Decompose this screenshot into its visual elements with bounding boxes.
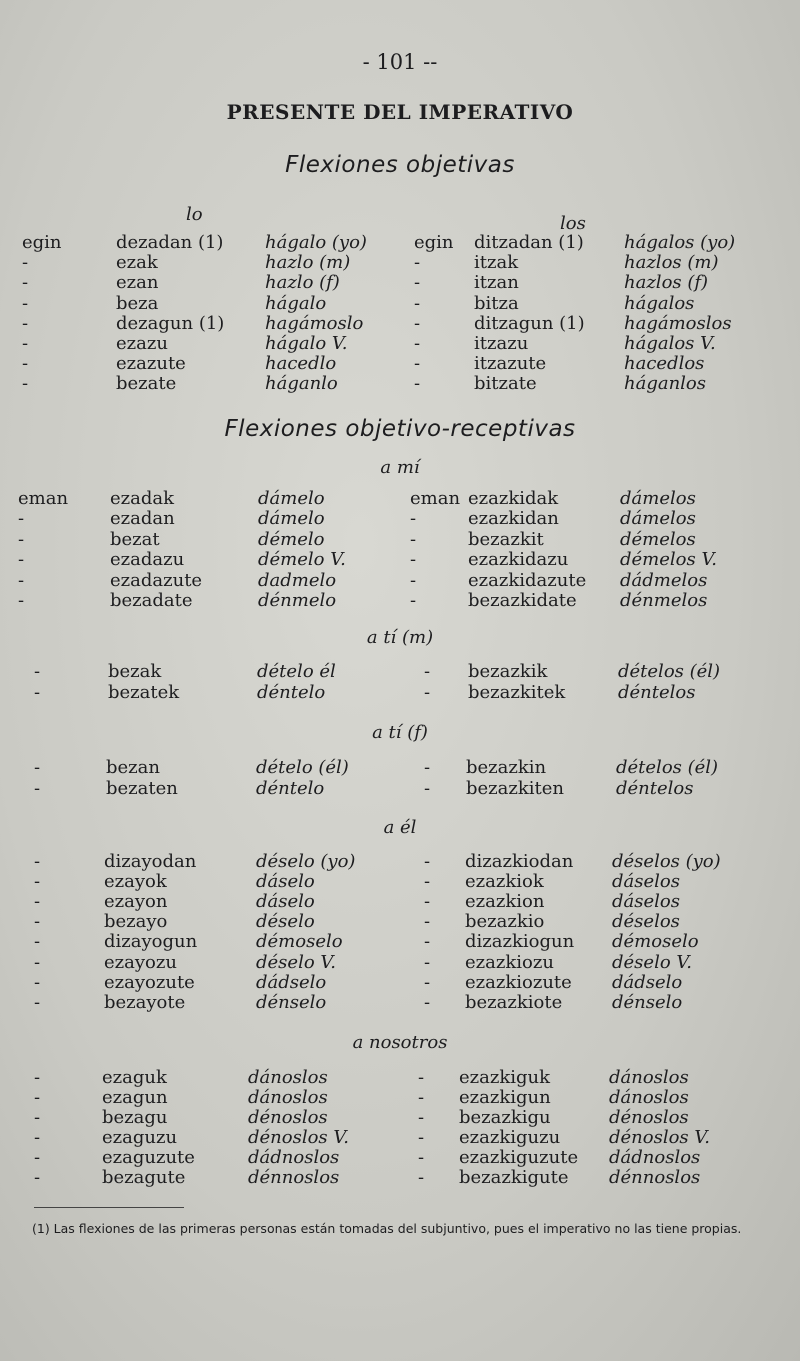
verb-label-right: - <box>424 891 431 913</box>
form-right: ezazkidak <box>468 488 559 509</box>
form-left: bezagu <box>102 1107 168 1128</box>
translation-right: hágalos <box>624 292 695 314</box>
form-right: itzazute <box>474 353 547 375</box>
verb-label-left: - <box>18 508 25 530</box>
form-right: ditzadan (1) <box>474 232 584 253</box>
verb-label-right: - <box>410 528 417 550</box>
verb-label-left: - <box>34 1107 41 1128</box>
verb-label-left: - <box>34 971 41 993</box>
translation-left: dételo él <box>257 661 336 682</box>
translation-left: hazlo (m) <box>265 252 351 274</box>
form-right: bitzate <box>474 373 537 395</box>
verb-label-left: - <box>34 911 41 933</box>
verb-label-left: - <box>22 353 29 375</box>
section-heading-objetivas: Flexiones objetivas <box>285 152 515 178</box>
translation-left: déselo (yo) <box>256 851 356 872</box>
page-number: - 101 -- <box>362 50 438 74</box>
form-left: ezayon <box>104 891 168 913</box>
form-left: bezayote <box>104 991 186 1013</box>
verb-label-left: - <box>34 681 41 703</box>
translation-right: dámelos <box>620 508 696 530</box>
verb-label-left: - <box>34 931 41 953</box>
verb-label-right: - <box>414 272 421 294</box>
translation-left: déntelo <box>257 681 326 703</box>
verb-label-left: - <box>22 373 29 395</box>
translation-right: dáselos <box>612 871 680 893</box>
verb-label-left: - <box>34 891 41 913</box>
translation-right: dádmelos <box>620 569 708 591</box>
form-right: ezazkiguk <box>459 1067 551 1088</box>
verb-label-right: - <box>418 1107 425 1128</box>
translation-left: hacedlo <box>265 353 337 375</box>
translation-left: dénoslos V. <box>248 1127 349 1148</box>
form-right: ezazkidan <box>468 508 559 530</box>
translation-right: dénselo <box>612 991 683 1013</box>
verb-label-right: - <box>418 1087 425 1108</box>
translation-left: dáselo <box>256 891 315 913</box>
translation-left: dánoslos <box>248 1087 328 1108</box>
translation-left: déselo <box>256 911 315 933</box>
form-left: dizayodan <box>104 851 197 872</box>
form-right: ezazkiozute <box>465 971 572 993</box>
verb-label-left: - <box>18 528 25 550</box>
verb-label-left: - <box>22 333 29 354</box>
form-left: bezagute <box>102 1167 186 1188</box>
translation-right: hazlos (f) <box>624 272 709 294</box>
verb-label-right: - <box>424 971 431 993</box>
verb-label-right: - <box>424 661 431 682</box>
form-left: dezadan (1) <box>116 232 224 253</box>
form-right: dizazkiogun <box>465 931 575 953</box>
verb-label-left: - <box>22 252 29 274</box>
form-left: ezadazute <box>110 569 203 591</box>
translation-right: déselos (yo) <box>612 851 721 872</box>
translation-left: hagámoslo <box>265 312 364 334</box>
verb-label-right: - <box>410 508 417 530</box>
verb-label-right: - <box>414 353 421 375</box>
subheading-a-ti-m: a tí (m) <box>366 627 434 648</box>
subheading-a-mi: a mí <box>380 457 420 478</box>
form-left: ezazute <box>116 353 186 375</box>
translation-right: dánoslos <box>609 1067 689 1088</box>
form-left: ezak <box>116 252 158 274</box>
subheading-a-nosotros: a nosotros <box>352 1032 448 1053</box>
form-right: ezazkion <box>465 891 545 913</box>
translation-left: dádselo <box>256 971 327 993</box>
translation-right: démelos V. <box>620 549 718 571</box>
verb-label-left: - <box>18 569 25 591</box>
verb-label-right: - <box>424 871 431 893</box>
translation-left: démoselo <box>256 931 343 953</box>
verb-label-left: - <box>34 777 41 799</box>
form-left: bezadate <box>110 590 193 611</box>
verb-label-left: - <box>18 549 25 571</box>
translation-left: dámelo <box>258 508 325 530</box>
verb-label-left: - <box>34 1147 41 1168</box>
verb-label-right: - <box>424 777 431 799</box>
translation-right: déntelos <box>616 777 694 799</box>
form-left: bezayo <box>104 911 168 933</box>
form-right: bezazkiote <box>465 991 563 1013</box>
form-right: ezazkiguzute <box>459 1147 579 1168</box>
form-left: ezaguzu <box>102 1127 178 1148</box>
form-left: dezagun (1) <box>116 312 225 334</box>
translation-right: dénoslos <box>609 1107 689 1128</box>
translation-left: démelo <box>258 528 325 550</box>
verb-label-right: - <box>414 333 421 354</box>
form-right: bezazkio <box>465 911 545 933</box>
verb-label-left: - <box>22 292 29 314</box>
translation-left: dáselo <box>256 871 315 893</box>
translation-right: démoselo <box>612 931 699 953</box>
verb-label-left: - <box>34 1127 41 1148</box>
translation-right: dáselos <box>612 891 680 913</box>
section-heading-objetivo-receptivas: Flexiones objetivo-receptivas <box>224 416 576 442</box>
form-left: ezayok <box>104 871 167 893</box>
verb-label-right: - <box>424 757 431 778</box>
translation-left: dámelo <box>258 488 325 509</box>
form-left: bezaten <box>106 777 178 799</box>
form-left: bezate <box>116 373 177 395</box>
translation-right: hazlos (m) <box>624 252 719 274</box>
translation-left: dádnoslos <box>248 1147 340 1168</box>
verb-label-left: - <box>34 1167 41 1188</box>
form-right: bezazkik <box>468 661 548 682</box>
form-right: itzazu <box>474 333 529 354</box>
form-left: bezak <box>108 661 162 682</box>
verb-label-right: - <box>418 1167 425 1188</box>
form-left: ezadak <box>110 488 175 509</box>
translation-right: déselos <box>612 911 680 933</box>
form-left: bezan <box>106 757 160 778</box>
translation-left: démelo V. <box>258 549 346 571</box>
verb-label-right: - <box>418 1127 425 1148</box>
form-left: bezatek <box>108 681 180 703</box>
verb-label-left: - <box>34 661 41 682</box>
translation-left: hágalo <box>265 292 327 314</box>
verb-label-right: - <box>410 590 417 611</box>
translation-right: démelos <box>620 528 696 550</box>
translation-right: dámelos <box>620 488 696 509</box>
form-right: bezazkin <box>466 757 547 778</box>
form-right: ezazkiguzu <box>459 1127 561 1148</box>
form-right: ezazkiok <box>465 871 544 893</box>
form-left: ezaguk <box>102 1067 167 1088</box>
translation-right: dénnoslos <box>609 1167 701 1188</box>
translation-right: dádnoslos <box>609 1147 701 1168</box>
form-right: bitza <box>474 292 519 314</box>
form-left: ezaguzute <box>102 1147 195 1168</box>
form-left: ezan <box>116 272 159 294</box>
form-right: dizazkiodan <box>465 851 574 872</box>
subheading-a-el: a él <box>383 817 417 838</box>
translation-right: dételos (él) <box>618 661 721 682</box>
form-right: bezazkitek <box>468 681 566 703</box>
translation-left: hazlo (f) <box>265 272 340 294</box>
verb-label-left: - <box>34 1087 41 1108</box>
form-left: beza <box>116 292 159 314</box>
verb-label-left: - <box>34 991 41 1013</box>
form-right: ezazkidazu <box>468 549 569 571</box>
verb-label-right: - <box>424 991 431 1013</box>
translation-right: hagámoslos <box>624 312 732 334</box>
translation-right: dánoslos <box>609 1087 689 1108</box>
verb-label-right: eman <box>410 488 461 509</box>
translation-left: hágalo V. <box>265 333 348 354</box>
verb-label-left: - <box>34 851 41 872</box>
form-right: bezazkidate <box>468 590 577 611</box>
translation-left: dénnoslos <box>248 1167 340 1188</box>
verb-label-right: - <box>424 681 431 703</box>
subheading-a-ti-f: a tí (f) <box>372 722 428 743</box>
verb-label-right: - <box>424 931 431 953</box>
translation-left: dénselo <box>256 991 327 1013</box>
verb-label-right: - <box>410 569 417 591</box>
translation-right: déselo V. <box>612 951 692 973</box>
form-right: bezazkigute <box>459 1167 569 1188</box>
form-left: bezat <box>110 528 160 550</box>
form-right: bezazkiten <box>466 777 565 799</box>
verb-label-left: - <box>34 871 41 893</box>
verb-label-left: - <box>34 757 41 778</box>
verb-label-left: - <box>22 312 29 334</box>
verb-label-right: - <box>414 252 421 274</box>
translation-left: háganlo <box>265 373 338 395</box>
form-left: ezagun <box>102 1087 168 1108</box>
translation-left: déntelo <box>256 777 325 799</box>
translation-right: háganlos <box>624 373 707 395</box>
verb-label-left: - <box>34 951 41 973</box>
translation-right: dételos (él) <box>616 757 719 778</box>
translation-left: dételo (él) <box>256 757 349 778</box>
translation-left: hágalo (yo) <box>265 232 367 253</box>
column-header-lo: lo <box>186 204 203 225</box>
verb-label-left: - <box>18 590 25 611</box>
translation-left: dadmelo <box>258 569 337 591</box>
translation-right: dénmelos <box>620 590 708 611</box>
form-left: ezazu <box>116 333 168 354</box>
column-header-los: los <box>560 213 586 234</box>
verb-label-right: egin <box>414 232 454 253</box>
translation-left: dénmelo <box>258 590 337 611</box>
form-right: ezazkiozu <box>465 951 554 973</box>
translation-left: dénoslos <box>248 1107 328 1128</box>
translation-right: hacedlos <box>624 353 705 375</box>
translation-right: hágalos V. <box>624 333 716 354</box>
form-right: ezazkidazute <box>468 569 587 591</box>
translation-left: dánoslos <box>248 1067 328 1088</box>
form-right: ezazkigun <box>459 1087 551 1108</box>
verb-label-right: - <box>424 851 431 872</box>
footnote: (1) Las flexiones de las primeras personas están tomadas del subjuntivo, pues el imperativo no las tiene propias. <box>32 1221 742 1236</box>
form-left: ezayozu <box>104 951 177 973</box>
translation-right: dénoslos V. <box>609 1127 710 1148</box>
verb-label-right: - <box>414 373 421 395</box>
verb-label-right: - <box>424 951 431 973</box>
verb-label-right: - <box>410 549 417 571</box>
form-right: itzan <box>474 272 519 294</box>
verb-label-left: eman <box>18 488 69 509</box>
verb-label-right: - <box>418 1067 425 1088</box>
form-left: dizayogun <box>104 931 198 953</box>
form-left: ezayozute <box>104 971 195 993</box>
verb-label-right: - <box>418 1147 425 1168</box>
form-right: ditzagun (1) <box>474 312 585 334</box>
verb-label-left: egin <box>22 232 62 253</box>
form-left: ezadan <box>110 508 175 530</box>
translation-right: dádselo <box>612 971 683 993</box>
verb-label-left: - <box>22 272 29 294</box>
translation-right: déntelos <box>618 681 696 703</box>
translation-left: déselo V. <box>256 951 336 973</box>
translation-right: hágalos (yo) <box>624 232 736 253</box>
verb-label-right: - <box>424 911 431 933</box>
form-right: bezazkigu <box>459 1107 551 1128</box>
form-right: itzak <box>474 252 519 274</box>
page-title: PRESENTE DEL IMPERATIVO <box>226 100 574 124</box>
form-left: ezadazu <box>110 549 185 571</box>
footnote-divider <box>34 1207 184 1208</box>
form-right: bezazkit <box>468 528 544 550</box>
verb-label-left: - <box>34 1067 41 1088</box>
verb-label-right: - <box>414 312 421 334</box>
verb-label-right: - <box>414 292 421 314</box>
